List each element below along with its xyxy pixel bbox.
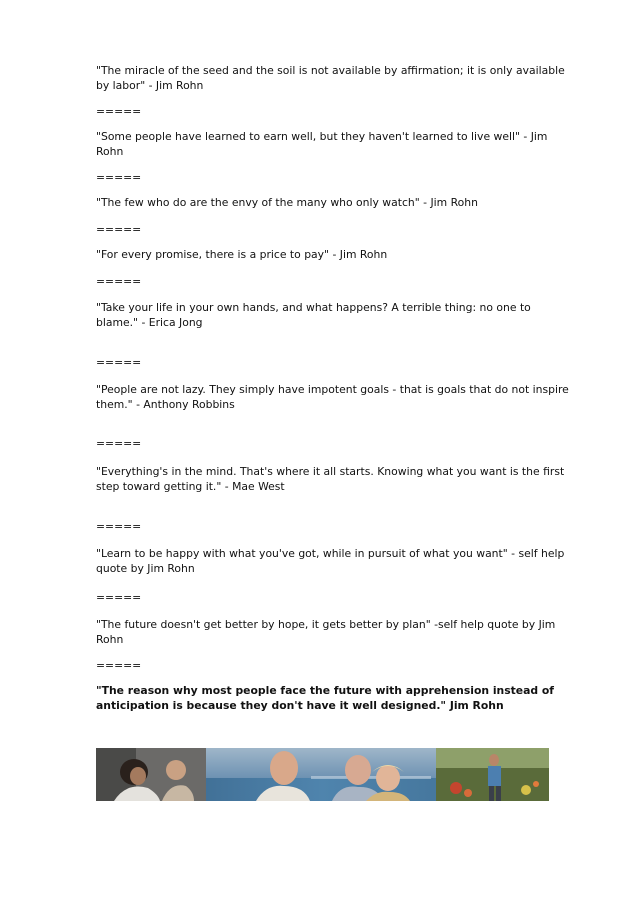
quote-8: "Learn to be happy with what you've got, while in pursuit of what you want" - self help quote by Jim Rohn — [96, 547, 568, 575]
separator-4: ===== — [96, 275, 142, 288]
quote-10-bold: "The reason why most people face the future with apprehension instead of anticipation is because they don't have it well designed." Jim Rohn — [96, 684, 558, 712]
quote-6: "People are not lazy. They simply have impotent goals - that is goals that do not inspire them." - Anthony Robbins — [96, 383, 573, 411]
banner-image — [96, 748, 549, 801]
quote-5: "Take your life in your own hands, and what happens? A terrible thing: no one to blame." - Erica Jong — [96, 301, 535, 329]
separator-2: ===== — [96, 171, 142, 184]
separator-3: ===== — [96, 223, 142, 236]
separator-5: ===== — [96, 356, 142, 369]
people-photo-banner — [96, 748, 549, 801]
separator-9: ===== — [96, 659, 142, 672]
quote-1: "The miracle of the seed and the soil is not available by affirmation; it is only available by labor" - Jim Rohn — [96, 64, 569, 92]
quote-7: "Everything's in the mind. That's where it all starts. Knowing what you want is the first step toward getting it." - Mae West — [96, 465, 568, 493]
separator-1: ===== — [96, 105, 142, 118]
separator-6: ===== — [96, 437, 142, 450]
quote-9: "The future doesn't get better by hope, it gets better by plan" -self help quote by Jim Rohn — [96, 618, 559, 646]
separator-8: ===== — [96, 591, 142, 604]
separator-7: ===== — [96, 520, 142, 533]
quote-3: "The few who do are the envy of the many who only watch" - Jim Rohn — [96, 196, 478, 209]
quote-4: "For every promise, there is a price to pay" - Jim Rohn — [96, 248, 388, 261]
quote-2: "Some people have learned to earn well, but they haven't learned to live well" - Jim Rohn — [96, 130, 551, 158]
